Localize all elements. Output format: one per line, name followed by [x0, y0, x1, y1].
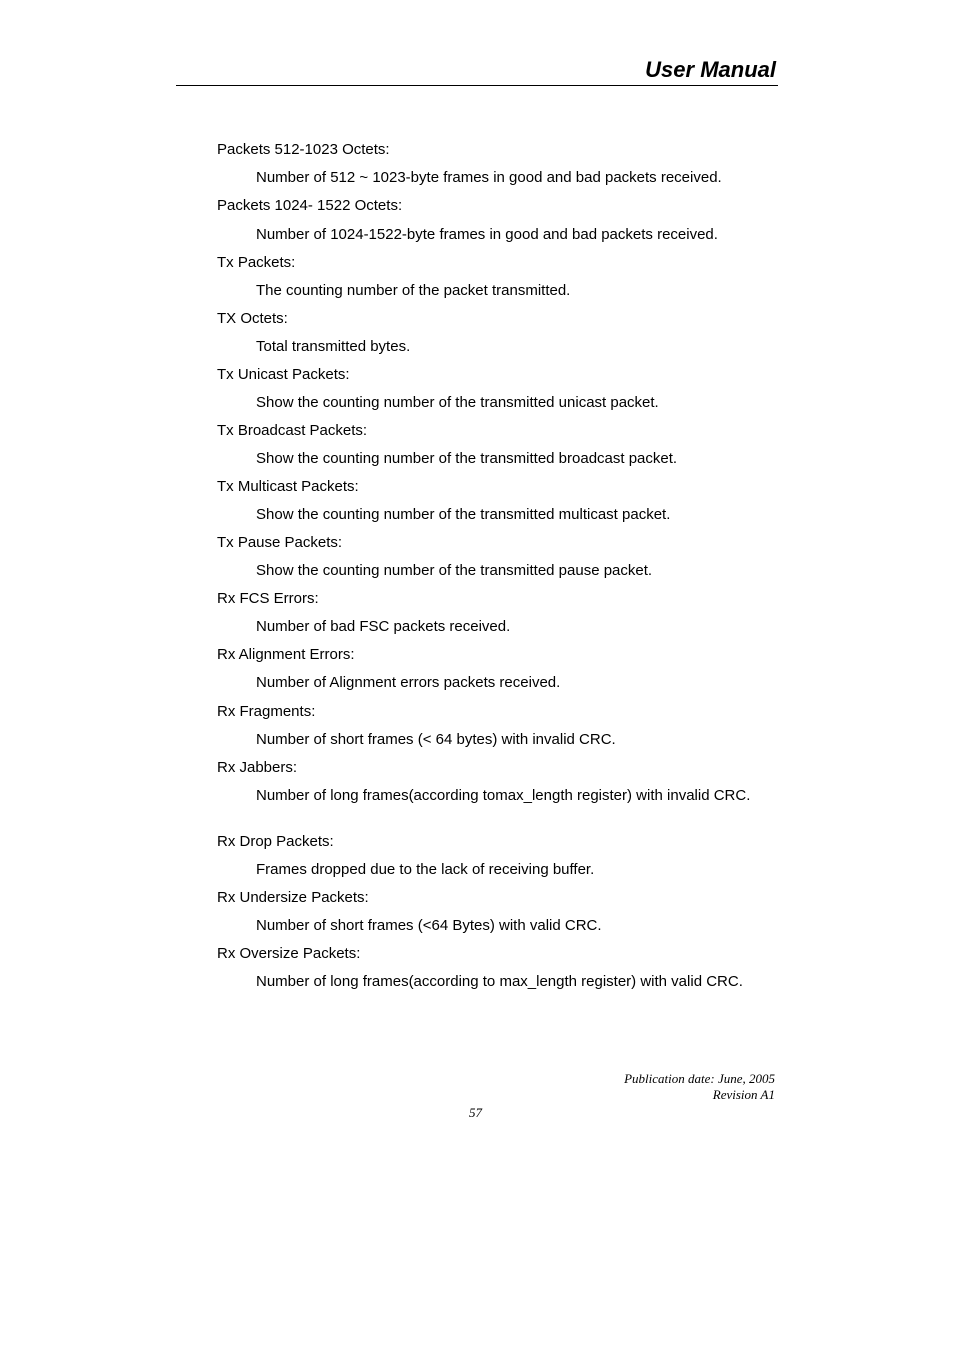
definition-term: Tx Packets: [217, 254, 296, 271]
definition-term: Rx Jabbers: [217, 759, 298, 776]
definition-term: Packets 1024- 1522 Octets: [217, 197, 403, 214]
header-divider [176, 85, 778, 86]
definition-term: TX Octets: [217, 310, 288, 327]
definition-term: Rx Fragments: [217, 703, 316, 720]
revision-label: Revision A1 [712, 1087, 775, 1102]
definition-term: Rx Drop Packets: [217, 833, 334, 850]
definition-description: Show the counting number of the transmitted broadcast packet. [256, 450, 678, 467]
page-title: User Manual [645, 57, 776, 82]
definition-description: Show the counting number of the transmitted pause packet. [256, 562, 653, 579]
definition-term: Tx Broadcast Packets: [217, 422, 368, 439]
definition-term: Rx Oversize Packets: [217, 945, 361, 962]
definition-description: Total transmitted bytes. [256, 338, 411, 355]
definition-term: Tx Unicast Packets: [217, 366, 350, 383]
definition-description: Number of long frames(according tomax_length register) with invalid CRC. [256, 787, 751, 804]
definition-description: Number of bad FSC packets received. [256, 618, 511, 635]
definition-term: Rx FCS Errors: [217, 590, 319, 607]
definition-description: Number of 1024-1522-byte frames in good and bad packets received. [256, 226, 718, 243]
definition-description: The counting number of the packet transmitted. [256, 282, 571, 299]
publication-date: Publication date: June, 2005 [624, 1071, 775, 1086]
definition-description: Number of Alignment errors packets received. [256, 674, 561, 691]
definition-term: Rx Undersize Packets: [217, 889, 369, 906]
definition-description: Show the counting number of the transmitted unicast packet. [256, 394, 659, 411]
definition-term: Packets 512-1023 Octets: [217, 141, 390, 158]
definition-term: Tx Multicast Packets: [217, 478, 359, 495]
definition-description: Number of 512 ~ 1023-byte frames in good and bad packets received. [256, 169, 722, 186]
definition-description: Number of short frames (< 64 bytes) with invalid CRC. [256, 731, 616, 748]
definition-term: Tx Pause Packets: [217, 534, 343, 551]
definition-description: Number of short frames (<64 Bytes) with valid CRC. [256, 917, 602, 934]
definition-description: Frames dropped due to the lack of receiving buffer. [256, 861, 595, 878]
definition-term: Rx Alignment Errors: [217, 646, 355, 663]
page-number: 57 [469, 1105, 482, 1120]
definition-description: Number of long frames(according to max_length register) with valid CRC. [256, 973, 743, 990]
definition-description: Show the counting number of the transmitted multicast packet. [256, 506, 671, 523]
